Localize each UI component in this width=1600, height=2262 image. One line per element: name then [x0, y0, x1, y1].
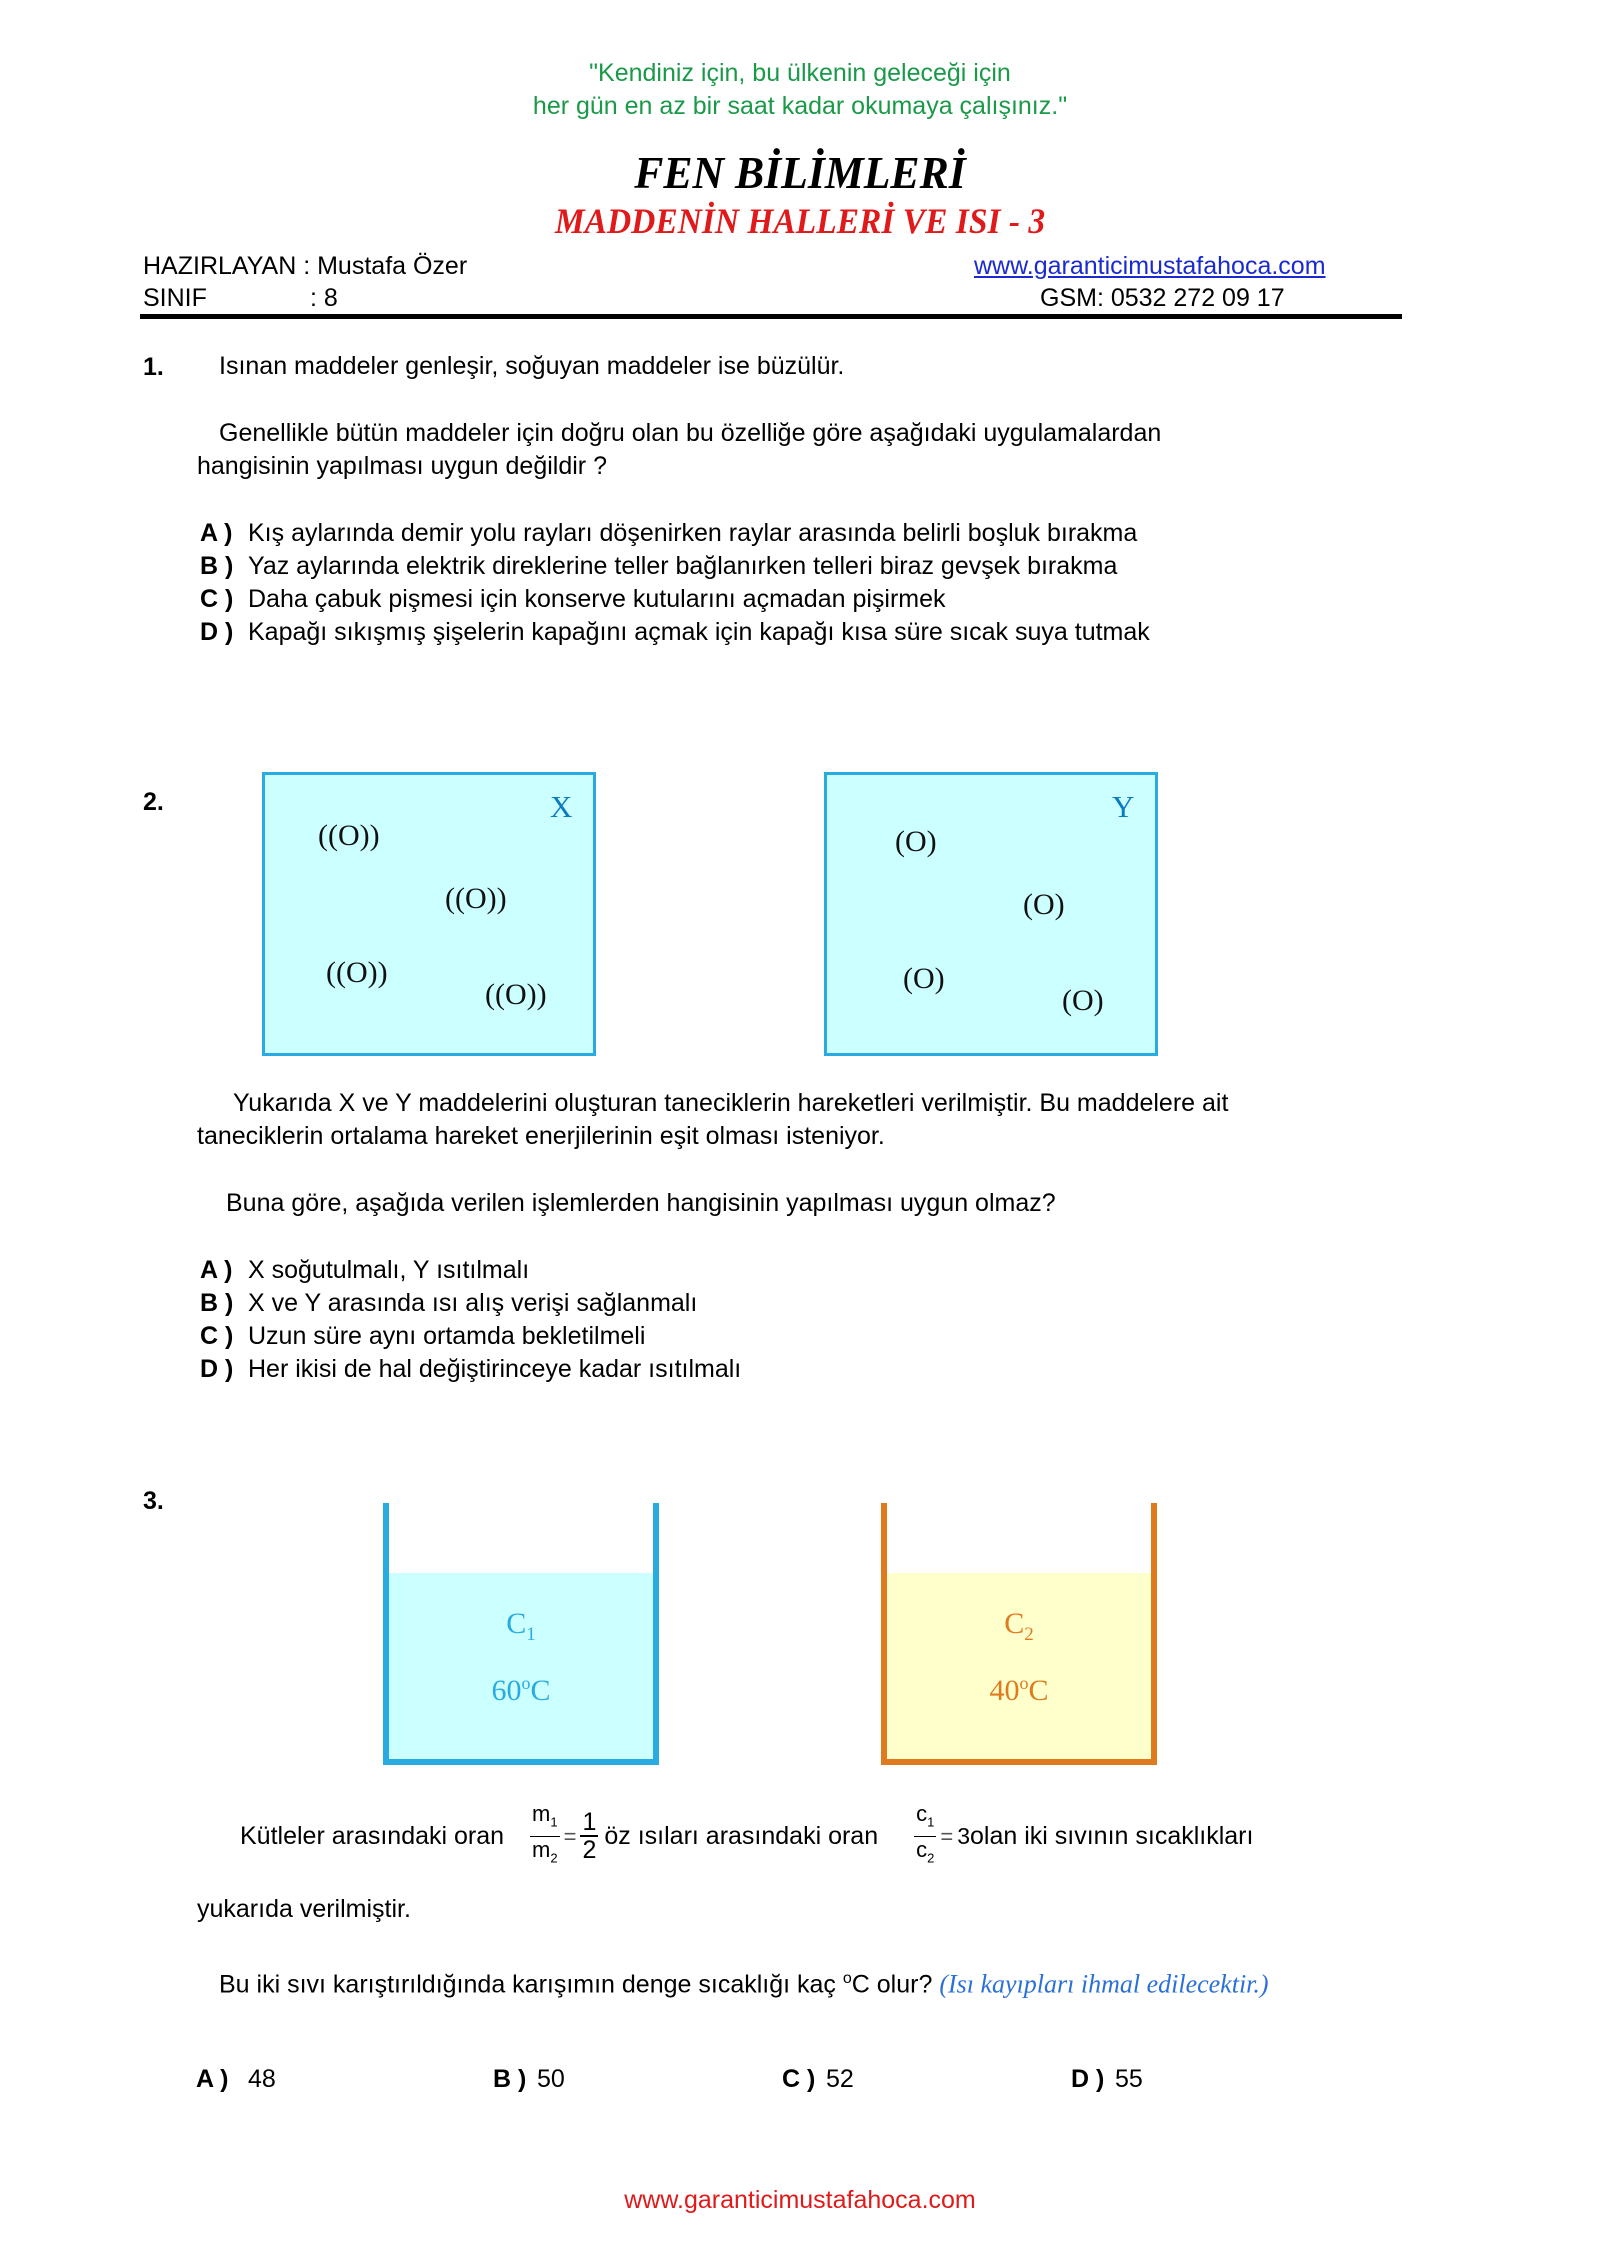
option-letter: C ): [200, 1322, 234, 1350]
question-prompt: [219, 1962, 1269, 2001]
symbol: c: [916, 1801, 928, 1827]
phone-number: GSM: 0532 272 09 17: [1040, 284, 1285, 312]
option-text: X soğutulmalı, Y ısıtılmalı: [248, 1256, 530, 1284]
question-number: 1.: [143, 353, 164, 381]
temperature-unit: C: [530, 1674, 551, 1707]
equals-sign: =: [940, 1823, 954, 1849]
page-subtitle: MADDENİN HALLERİ VE ISI - 3: [554, 201, 1046, 241]
particle-fast: ((O)): [485, 978, 547, 1011]
option-letter: C ): [200, 585, 234, 613]
prompt-text: C olur?: [851, 1970, 933, 1999]
liquid-c1-temperature: [389, 1673, 653, 1708]
fraction-numerator: 1: [582, 1808, 597, 1836]
temperature-unit: C: [1028, 1674, 1049, 1707]
option-letter: C ): [782, 2065, 816, 2093]
option-a[interactable]: [200, 1254, 529, 1287]
question-note: (Isı kayıpları ihmal edilecektir.): [939, 1969, 1269, 1999]
author-label: HAZIRLAYAN : Mustafa Özer: [143, 252, 468, 280]
option-b[interactable]: [200, 550, 1117, 583]
option-a[interactable]: [200, 517, 1137, 550]
specific-heat-ratio-value: 3: [957, 1822, 971, 1849]
question-stem-line-2: hangisinin yapılması uygun değildir ?: [197, 452, 607, 480]
particle-fast: ((O)): [445, 882, 507, 915]
option-text: Kapağı sıkışmış şişelerin kapağını açmak için kapağı kısa süre sıcak suya tutmak: [248, 618, 1150, 646]
class-label: SINIF: [143, 284, 207, 312]
prompt-text: Bu iki sıvı karıştırıldığında karışımın denge sıcaklığı kaç: [219, 1970, 836, 1999]
option-letter: A ): [200, 1256, 233, 1284]
substance-x-label: X: [550, 789, 573, 824]
question-stem-line-1: Genellikle bütün maddeler için doğru olan bu özelliğe göre aşağıdaki uygulamalardan: [219, 419, 1162, 447]
substance-x-box: [262, 772, 596, 1056]
option-text: Uzun süre aynı ortamda bekletilmeli: [248, 1322, 646, 1350]
liquid-c2-name: [887, 1607, 1151, 1646]
option-letter: D ): [1071, 2065, 1105, 2093]
option-letter: B ): [200, 552, 234, 580]
question-stem-line-1: [240, 1801, 1254, 1866]
motto-line-1: "Kendiniz için, bu ülkenin geleceği için: [589, 59, 1011, 87]
option-letter: D ): [200, 1355, 234, 1383]
subscript: 2: [927, 1849, 935, 1865]
option-d[interactable]: [200, 1353, 741, 1386]
particle-slow: (O): [1062, 984, 1104, 1017]
degree-symbol: o: [842, 1970, 852, 1987]
option-text: 55: [1115, 2065, 1143, 2093]
option-d[interactable]: [200, 616, 1150, 649]
option-text: Yaz aylarında elektrik direklerine teller bağlanırken telleri biraz gevşek bırakma: [248, 552, 1118, 580]
particle-fast: ((O)): [318, 819, 380, 852]
mass-ratio-value: [580, 1809, 598, 1863]
liquid-c2: [887, 1573, 1151, 1759]
liquid-c1-name: [389, 1607, 653, 1646]
option-a[interactable]: [196, 2063, 276, 2096]
particle-slow: (O): [895, 825, 937, 858]
class-value: : 8: [310, 284, 338, 312]
fraction-denominator: [914, 1837, 936, 1871]
header-divider: [140, 314, 1402, 319]
question-number: 2.: [143, 788, 164, 816]
liquid-c2-temperature: [887, 1673, 1151, 1708]
liquid-subscript: 1: [526, 1624, 536, 1645]
header-website-link-text[interactable]: www.garanticimustafahoca.com: [974, 252, 1326, 280]
question-stem-line-1: Yukarıda X ve Y maddelerini oluşturan taneciklerin hareketleri verilmiştir. Bu maddelere ait: [233, 1089, 1229, 1117]
beaker-c1: [383, 1503, 659, 1765]
option-letter: B ): [493, 2065, 527, 2093]
option-letter: D ): [200, 618, 234, 646]
liquid-name: C: [506, 1607, 527, 1640]
particle-fast: ((O)): [326, 956, 388, 989]
substance-y-label: Y: [1112, 789, 1135, 824]
temperature-value: 40: [989, 1674, 1020, 1707]
liquid-name: C: [1004, 1607, 1025, 1640]
fraction-numerator: [914, 1801, 936, 1836]
liquid-c1: [389, 1573, 653, 1759]
page-title: FEN BİLİMLERİ: [634, 147, 966, 198]
option-letter: A ): [200, 519, 233, 547]
option-c[interactable]: [200, 583, 946, 616]
option-text: X ve Y arasında ısı alış verişi sağlanmalı: [248, 1289, 698, 1317]
fraction-numerator: [530, 1801, 560, 1836]
liquid-subscript: 2: [1024, 1624, 1034, 1645]
question-stem-line-2: taneciklerin ortalama hareket enerjilerinin eşit olması isteniyor.: [197, 1122, 885, 1150]
symbol: m: [532, 1836, 551, 1862]
option-c[interactable]: [200, 1320, 645, 1353]
footer-website-link[interactable]: www.garanticimustafahoca.com: [624, 2186, 976, 2214]
substance-y-box: [824, 772, 1158, 1056]
subscript: 2: [550, 1849, 558, 1865]
question-stem-line-2: yukarıda verilmiştir.: [197, 1895, 411, 1923]
particle-slow: (O): [1023, 888, 1065, 921]
fraction-denominator: [530, 1837, 560, 1871]
header-website-link[interactable]: [974, 252, 1326, 281]
option-d[interactable]: [1071, 2063, 1143, 2096]
option-text: Daha çabuk pişmesi için konserve kutularını açmadan pişirmek: [248, 585, 946, 613]
option-text: 48: [248, 2065, 276, 2093]
equals-sign: =: [563, 1823, 577, 1849]
option-text: 52: [826, 2065, 854, 2093]
mass-fraction: [530, 1801, 560, 1871]
option-text: Kış aylarında demir yolu rayları döşenirken raylar arasında belirli boşluk bırakma: [248, 519, 1138, 547]
motto-line-2: her gün en az bir saat kadar okumaya çalışınız.": [532, 92, 1068, 120]
option-text: 50: [537, 2065, 565, 2093]
particle-slow: (O): [903, 962, 945, 995]
question-number: 3.: [143, 1487, 164, 1515]
specific-heat-fraction: [914, 1801, 936, 1871]
subscript: 1: [550, 1814, 558, 1830]
degree-symbol: o: [521, 1673, 531, 1693]
option-c[interactable]: [782, 2063, 854, 2096]
stem-text: öz ısıları arasındaki oran: [604, 1821, 879, 1850]
symbol: m: [532, 1801, 551, 1827]
stem-text: Kütleler arasındaki oran: [240, 1821, 505, 1850]
subscript: 1: [927, 1814, 935, 1830]
option-b[interactable]: [200, 1287, 697, 1320]
option-text: Her ikisi de hal değiştirinceye kadar ısıtılmalı: [248, 1355, 742, 1383]
option-b[interactable]: [493, 2063, 565, 2096]
fraction-denominator: 2: [582, 1836, 597, 1864]
option-letter: B ): [200, 1289, 234, 1317]
stem-text: olan iki sıvının sıcaklıkları: [970, 1821, 1254, 1850]
beaker-c2: [881, 1503, 1157, 1765]
question-prompt: Buna göre, aşağıda verilen işlemlerden hangisinin yapılması uygun olmaz?: [226, 1189, 1056, 1217]
degree-symbol: o: [1019, 1673, 1029, 1693]
question-intro: Isınan maddeler genleşir, soğuyan maddeler ise büzülür.: [219, 352, 845, 380]
option-letter: A ): [196, 2065, 229, 2093]
temperature-value: 60: [491, 1674, 522, 1707]
symbol: c: [916, 1836, 928, 1862]
